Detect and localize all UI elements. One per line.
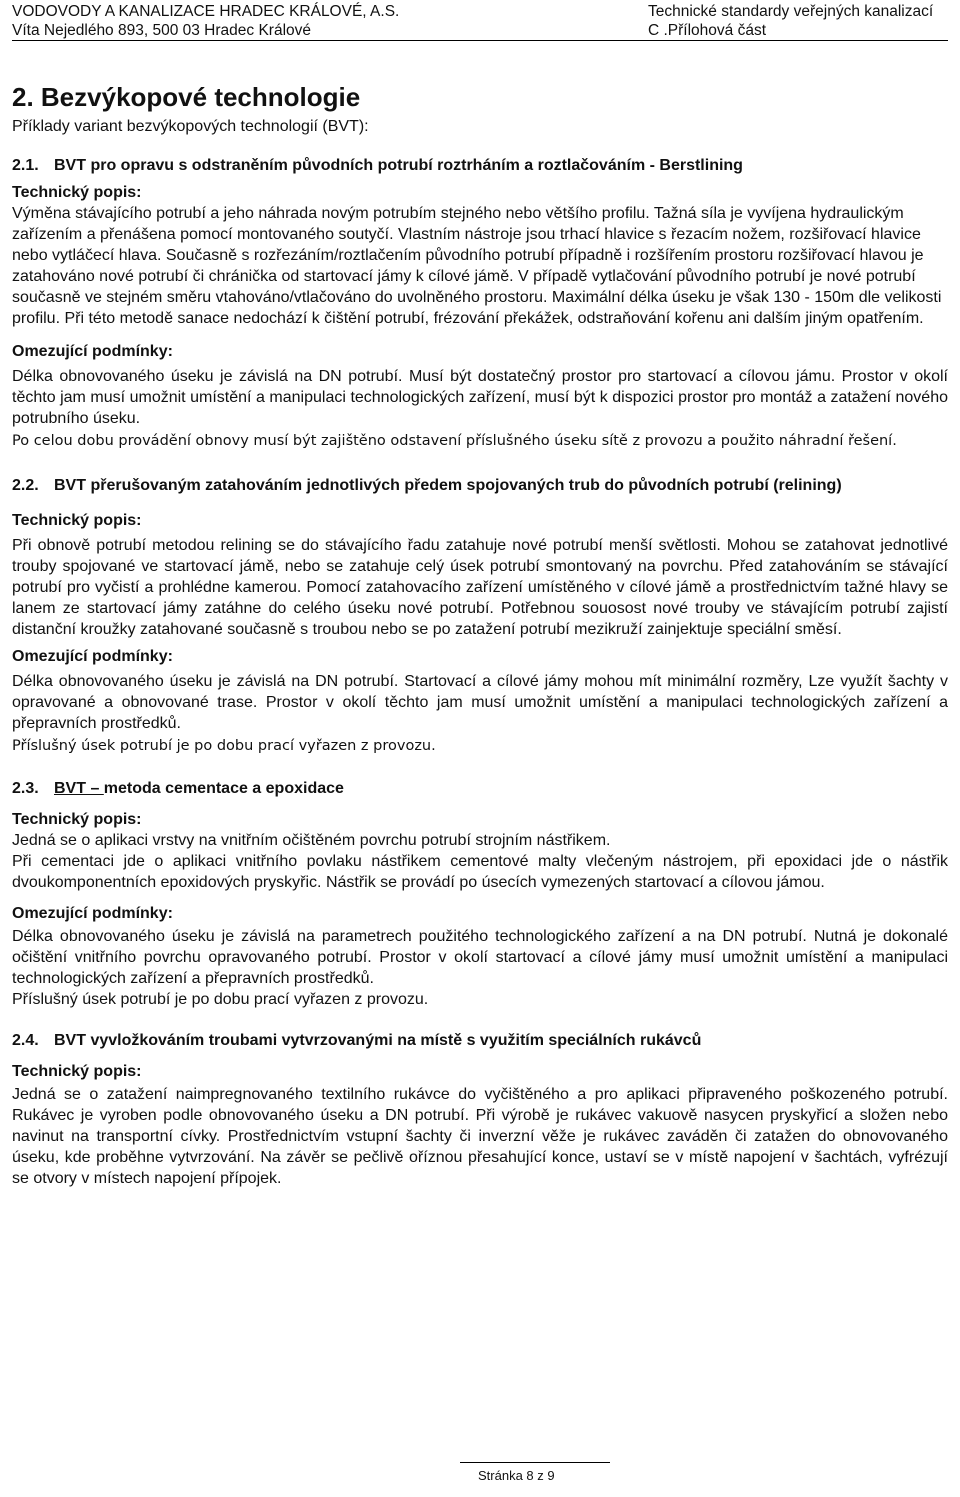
- tech-description: Výměna stávajícího potrubí a jeho náhrada novým potrubím stejného nebo většího profilu. Tažná síla je vyvíjena hydraulickým zařízením a přenášena pomocí montovaného soutyčí. Vlastním nástroje jsou trhací hlavice s řezacím nožem, rozšiřovací hlavice nebo vytláčecí hlava. Současně s rozřezáním/roztlačením původního potrubí případně i rozšířením prostoru rozšiřovací hlavou je zatahováno nové potrubí či chránička od startovací jámy k cílové jámě. V případě vytlačování původního potrubí je nové potrubí současně ve stejném směru vtahováno/vtlačováno do uvolněného prostoru. Maximální délka úseku je však 130 - 150m dle velikosti profilu. Při této metodě sanace nedochází k čištění potrubí, frézování překážek, odstraňování kořenu ani dalším jiným opatřením.: [12, 205, 942, 327]
- section-2-1: [12, 155, 948, 453]
- header-divider: [12, 40, 948, 41]
- tech-label: Technický popis:: [12, 811, 142, 828]
- section-title: BVT vyvložkováním troubami vytvrzovanými na místě s využitím speciálních rukávců: [54, 1032, 702, 1049]
- limit-label: Omezující podmínky:: [12, 648, 173, 665]
- section-title: BVT – metoda cementace a epoxidace: [54, 780, 344, 797]
- limit-description: Délka obnovovaného úseku je závislá na parametrech použitého technologického zařízení a na DN potrubí. Nutná je dokonalé očištění vnitřního povrchu opravovaného potrubí. Prostor v okolí startovací a cílové jámy musí umožnit umístění a manipulaci technologických zařízení a přepravních prostředků.: [12, 928, 948, 987]
- extra-note: Příslušný úsek potrubí je po dobu prací vyřazen z provozu.: [12, 991, 429, 1008]
- company-name: VODOVODY A KANALIZACE HRADEC KRÁLOVÉ, A.S.: [12, 3, 400, 20]
- extra-note: Příslušný úsek potrubí je po dobu prací vyřazen z provozu.: [12, 738, 436, 754]
- doc-part: C .Přílohová část: [648, 22, 767, 39]
- tech-description: Při obnově potrubí metodou relining se do stávajícího řadu zatahuje nové potrubí menší světlosti. Mohou se zatahovat jednotlivé trouby spojované ve startovací jámě, nebo se zatahuje celý úsek potrubí smontovaný na povrchu. Před zatahováním se stávající potrubí pro vyčistí a prohlédne kamerou. Pomocí zatahovacího zařízení umístěného v cílové jámě a prostřednictvím tažné hlavy se lanem ze startovací jámy zatáhne do celého úseku nové potrubí. Potřebnou souosost nové trouby ve stávajícím potrubí zajistí distanční kroužky zatahované současně s troubou nebo se po zatažení potrubí mezikruží zainjektuje speciální směsí.: [12, 537, 948, 638]
- tech-label: Technický popis:: [12, 184, 142, 201]
- section-title: BVT pro opravu s odstraněním původních potrubí roztrháním a roztlačováním - Berstlining: [54, 157, 743, 174]
- section-title: BVT přerušovaným zatahováním jednotlivých předem spojovaných trub do původních potrubí (relining): [54, 477, 842, 494]
- extra-note: Po celou dobu provádění obnovy musí být zajištěno odstavení příslušného úseku sítě z provozu a použito náhradní řešení.: [12, 433, 897, 449]
- limit-description: Délka obnovovaného úseku je závislá na DN potrubí. Musí být dostatečný prostor pro startovací a cílovou jámu. Prostor v okolí těchto jam musí umožnit umístění a manipulaci technologických zařízení, musí být k dispozici prostor pro montáž a zatažení nového potrubního úseku.: [12, 368, 948, 427]
- company-address: Víta Nejedlého 893, 500 03 Hradec Králové: [12, 22, 312, 39]
- doc-title: Technické standardy veřejných kanalizací: [648, 3, 934, 20]
- page-heading: 2. Bezvýkopové technologie: [12, 82, 361, 112]
- page-header: [12, 2, 948, 40]
- limit-description: Délka obnovovaného úseku je závislá na DN potrubí. Startovací a cílové jámy mohou mít minimální rozměry, Lze využít šachty v opravované a obnovované trase. Prostor v okolí těchto jam musí umožnit umístění a manipulaci technologických zařízení a přepravních prostředků.: [12, 673, 948, 732]
- page-number: Stránka 8 z 9: [478, 1468, 555, 1483]
- tech-description: Jedná se o zatažení naimpregnovaného textilního rukávce do vyčištěného a pro aplikaci připraveného poškozeného potrubí. Rukávec je vyroben podle obnovovaného úseku a DN potrubí. Při výrobě je rukávec vakuově nasycen pryskyřicí a složen nebo navinut na transportní cívky. Prostřednictvím vstupní šachty či inverzní věže je rukávec zaváděn či zatažen do obnovovaného úseku, kde proběhne vytvrzování. Na závěr se pečlivě oříznou přesahující konce, ustaví se v místě napojení v šachtách, vyfrézují se otvory v místech napojení přípojek.: [12, 1086, 948, 1187]
- section-2-4: [12, 1030, 948, 1189]
- section-number: 2.4.: [12, 1032, 39, 1049]
- lead-text: Příklady variant bezvýkopových technologií (BVT):: [12, 118, 369, 135]
- footer-divider: [460, 1462, 610, 1463]
- section-number: 2.3.: [12, 780, 39, 797]
- section-number: 2.1.: [12, 157, 39, 174]
- main-content: [12, 80, 948, 1207]
- limit-label: Omezující podmínky:: [12, 905, 173, 922]
- section-2-2: [12, 475, 948, 758]
- tech-description-2: Při cementaci jde o aplikaci vnitřního povlaku nástřikem cementové malty vlečeným nástrojem, při epoxidaci jde o nástřik dvoukomponentních epoxidových pryskyřic. Nástřik se provádí po úsecích vymezených startovací a cílovou jámou.: [12, 853, 948, 891]
- section-number: 2.2.: [12, 477, 39, 494]
- limit-label: Omezující podmínky:: [12, 343, 173, 360]
- section-2-3: [12, 778, 948, 1010]
- tech-label: Technický popis:: [12, 512, 142, 529]
- tech-description-1: Jedná se o aplikaci vrstvy na vnitřním očištěném povrchu potrubí strojním nástřikem.: [12, 832, 611, 849]
- tech-label: Technický popis:: [12, 1063, 142, 1080]
